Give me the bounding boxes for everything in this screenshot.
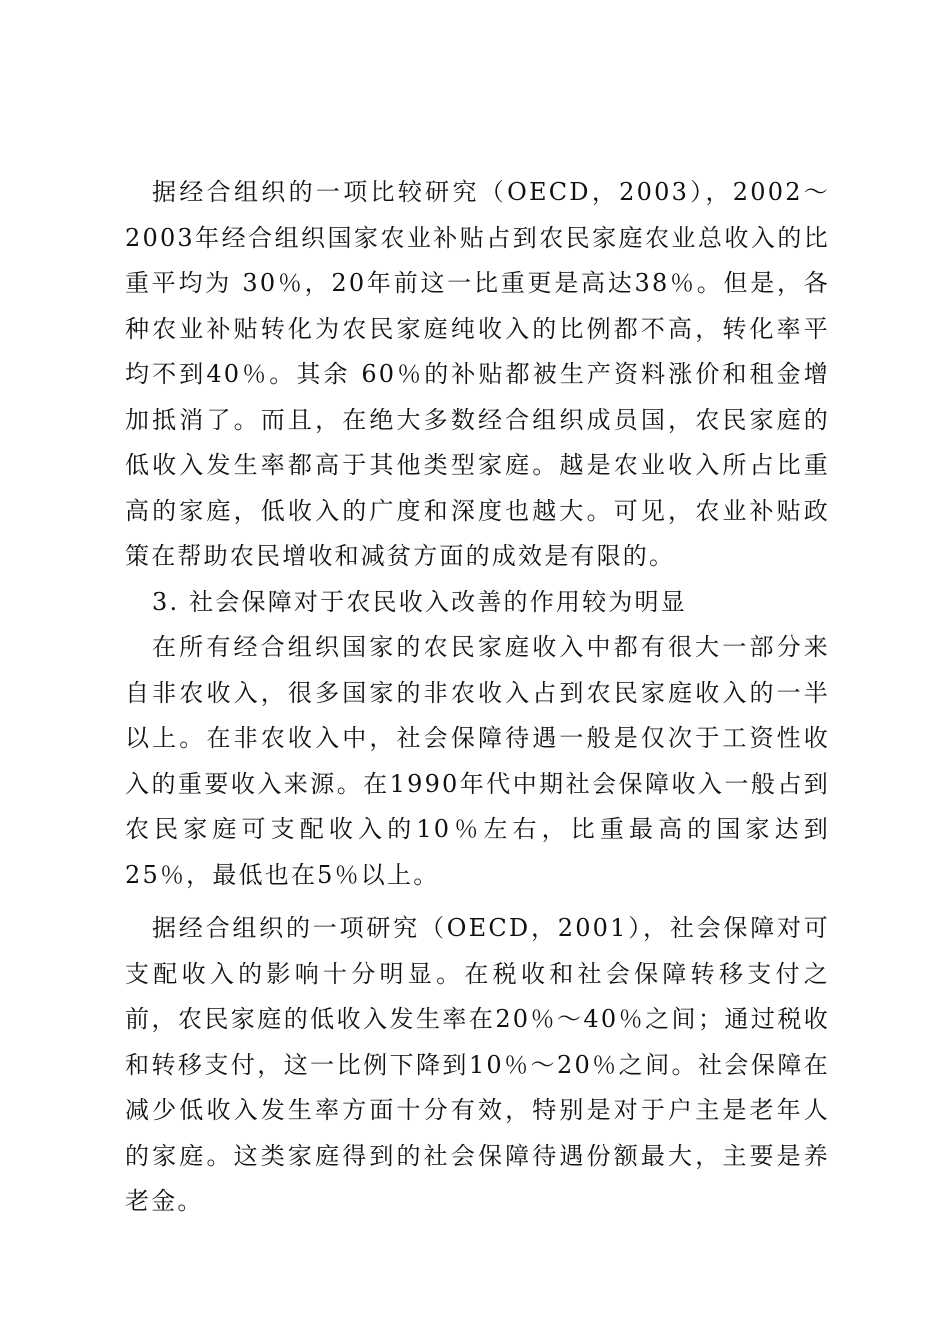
paragraph-non-farm-income: 在所有经合组织国家的农民家庭收入中都有很大一部分来自非农收入，很多国家的非农收入占到农民家庭收入的一半以上。在非农收入中，社会保障待遇一般是仅次于工资性收入的重要收入来源。在1990年代中期社会保障收入一般占到农民家庭可支配收入的10％左右，比重最高的国家达到25％，最低也在5％以上。 [125,633,830,889]
section-heading-social-security: 3. 社会保障对于农民收入改善的作用较为明显 [152,587,687,616]
paragraph-oecd-2001-study: 据经合组织的一项研究（OECD，2001），社会保障对可支配收入的影响十分明显。在税收和社会保障转移支付之前，农民家庭的低收入发生率在20％～40％之间；通过税收和转移支付，这一比例下降到10％～20％之间。社会保障在减少低收入发生率方面十分有效，特别是对于户主是老年人的家庭。这类家庭得到的社会保障待遇份额最大，主要是养老金。 [125,914,830,1215]
document-body [125,170,830,1225]
paragraph-agricultural-subsidies: 据经合组织的一项比较研究（OECD，2003），2002～2003年经合组织国家农业补贴占到农民家庭农业总收入的比重平均为 30％，20年前这一比重更是高达38％。但是，各种农业补贴转化为农民家庭纯收入的比例都不高，转化率平均不到40％。其余 60％的补贴都被生产资料涨价和租金增加抵消了。而且，在绝大多数经合组织成员国，农民家庭的低收入发生率都高于其他类型家庭。越是农业收入所占比重高的家庭，低收入的广度和深度也越大。可见，农业补贴政策在帮助农民增收和减贫方面的成效是有限的。 [125,178,830,570]
